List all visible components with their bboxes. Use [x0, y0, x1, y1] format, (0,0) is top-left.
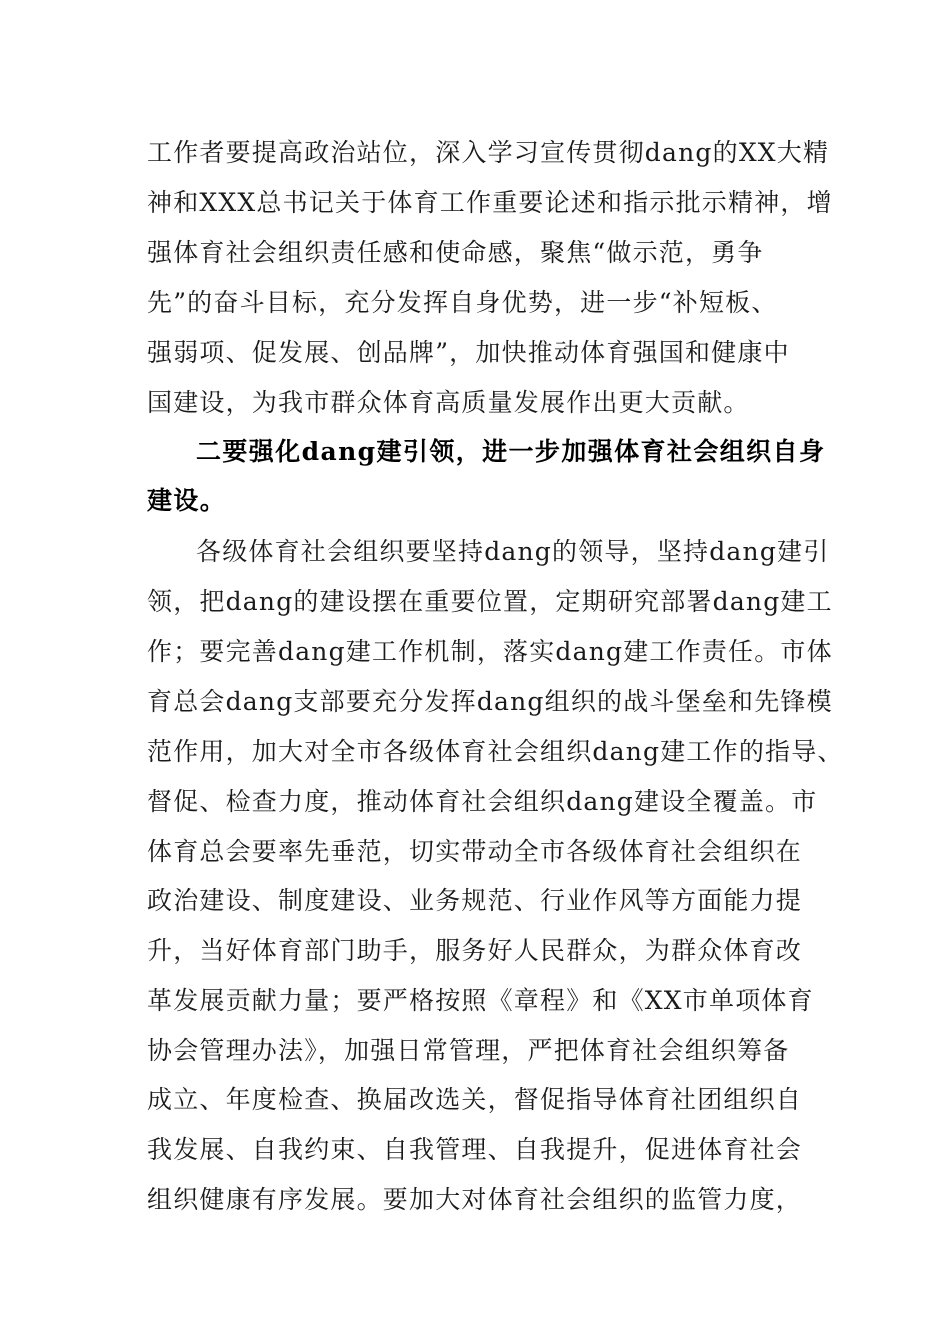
body-line: 我发展、自我约束、自我管理、自我提升，促进体育社会 [147, 1135, 803, 1164]
body-line: 神和XXX总书记关于体育工作重要论述和指示批示精神，增 [147, 188, 833, 217]
body-line: 督促、检查力度，推动体育社会组织dang建设全覆盖。市 [147, 787, 818, 816]
body-line: 强弱项、促发展、创品牌”，加快推动体育强国和健康中 [147, 338, 790, 367]
body-line: 升，当好体育部门助手，服务好人民群众，为群众体育改 [147, 936, 803, 965]
body-line: 作；要完善dang建工作机制，落实dang建工作责任。市体 [147, 637, 833, 666]
body-line: 革发展贡献力量；要严格按照《章程》和《XX市单项体育 [147, 986, 814, 1015]
body-line: 国建设，为我市群众体育高质量发展作出更大贡献。 [147, 388, 750, 417]
body-line: 工作者要提高政治站位，深入学习宣传贯彻dang的XX大精 [147, 138, 830, 167]
body-line: 政治建设、制度建设、业务规范、行业作风等方面能力提 [147, 886, 803, 915]
body-line: 成立、年度检查、换届改选关，督促指导体育社团组织自 [147, 1085, 803, 1114]
body-line: 先”的奋斗目标，充分发挥自身优势，进一步“补短板、 [147, 288, 778, 317]
section-heading-line: 建设。 [147, 486, 227, 515]
body-line: 体育总会要率先垂范，切实带动全市各级体育社会组织在 [147, 837, 803, 866]
body-line: 组织健康有序发展。要加大对体育社会组织的监管力度， [147, 1185, 803, 1214]
section-heading-line: 二要强化dang建引领，进一步加强体育社会组织自身 [196, 437, 826, 466]
body-line: 各级体育社会组织要坚持dang的领导，坚持dang建引 [196, 537, 830, 566]
body-line: 育总会dang支部要充分发挥dang组织的战斗堡垒和先锋模 [147, 687, 833, 716]
body-line: 协会管理办法》，加强日常管理，严把体育社会组织筹备 [147, 1036, 790, 1065]
body-line: 领，把dang的建设摆在重要位置，定期研究部署dang建工 [147, 587, 833, 616]
body-line: 范作用，加大对全市各级体育社会组织dang建工作的指导、 [147, 737, 844, 766]
body-line: 强体育社会组织责任感和使命感，聚焦“做示范，勇争 [147, 238, 764, 267]
